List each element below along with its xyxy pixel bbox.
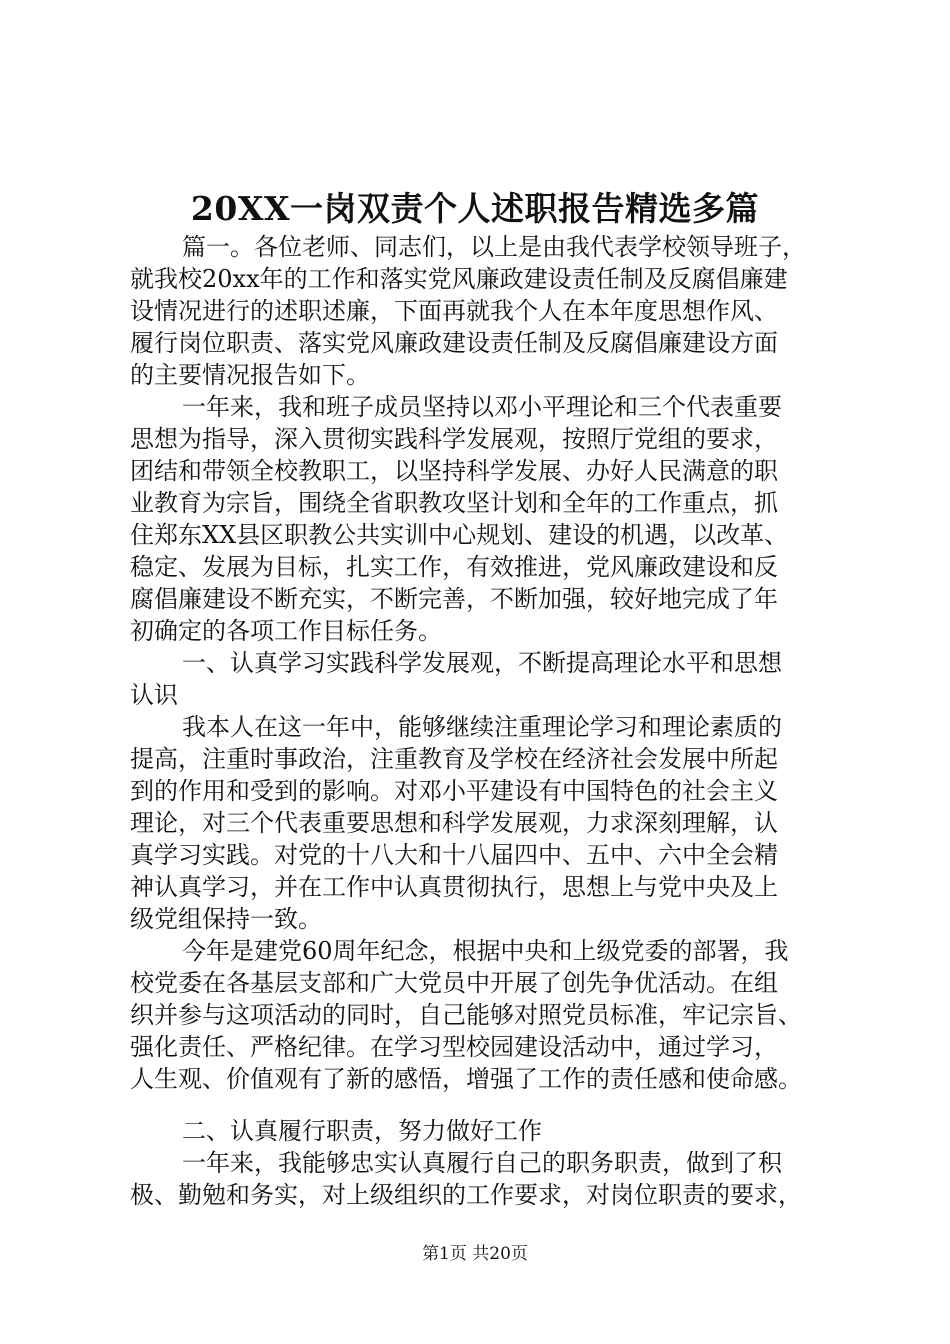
- paragraph-line: 一年来，我能够忠实认真履行自己的职务职责，做到了积: [182, 1149, 782, 1177]
- paragraph-line: 强化责任、严格纪律。在学习型校园建设活动中，通过学习，: [130, 1033, 778, 1061]
- paragraph-line: 篇一。各位老师、同志们，以上是由我代表学校领导班子，: [182, 233, 806, 261]
- paragraph-line: 业教育为宗旨，围绕全省职教攻坚计划和全年的工作重点，抓: [130, 489, 778, 517]
- paragraph-gap: [130, 1095, 850, 1115]
- paragraph-line: 就我校20xx年的工作和落实党风廉政建设责任制及反腐倡廉建: [130, 265, 788, 293]
- paragraph-line: 履行岗位职责、落实党风廉政建设责任制及反腐倡廉建设方面: [130, 329, 778, 357]
- section-heading-line: 一、认真学习实践科学发展观，不断提高理论水平和思想: [182, 649, 782, 677]
- paragraph-line: 思想为指导，深入贯彻实践科学发展观，按照厅党组的要求，: [130, 425, 778, 453]
- paragraph-line: 稳定、发展为目标，扎实工作，有效推进，党风廉政建设和反: [130, 553, 778, 581]
- paragraph-line: 住郑东XX县区职教公共实训中心规划、建设的机遇，以改革、: [130, 521, 789, 549]
- page-footer: 第1页 共20页: [422, 1244, 528, 1264]
- paragraph-line: 级党组保持一致。: [130, 905, 322, 933]
- section-heading-line: 二、认真履行职责，努力做好工作: [182, 1117, 542, 1145]
- paragraph-line: 织并参与这项活动的同时，自己能够对照党员标准，牢记宗旨、: [130, 1001, 802, 1029]
- paragraph-line: 极、勤勉和务实，对上级组织的工作要求，对岗位职责的要求，: [130, 1181, 802, 1209]
- paragraph-line: 到的作用和受到的影响。对邓小平建设有中国特色的社会主义: [130, 777, 778, 805]
- paragraph-line: 理论，对三个代表重要思想和科学发展观，力求深刻理解，认: [130, 809, 778, 837]
- paragraph-line: 真学习实践。对党的十八大和十八届四中、五中、六中全会精: [130, 841, 778, 869]
- section-heading-line: 认识: [130, 681, 178, 709]
- paragraph-line: 一年来，我和班子成员坚持以邓小平理论和三个代表重要: [182, 393, 782, 421]
- paragraph-line: 校党委在各基层支部和广大党员中开展了创先争优活动。在组: [130, 969, 778, 997]
- paragraph-line: 团结和带领全校教职工，以坚持科学发展、办好人民满意的职: [130, 457, 778, 485]
- document-title: 20XX一岗双责个人述职报告精选多篇: [190, 189, 760, 228]
- paragraph-line: 神认真学习，并在工作中认真贯彻执行，思想上与党中央及上: [130, 873, 778, 901]
- paragraph-line: 提高，注重时事政治，注重教育及学校在经济社会发展中所起: [130, 745, 778, 773]
- paragraph-line: 的主要情况报告如下。: [130, 361, 370, 389]
- paragraph-line: 腐倡廉建设不断充实，不断完善，不断加强，较好地完成了年: [130, 585, 778, 613]
- paragraph-line: 今年是建党60周年纪念，根据中央和上级党委的部署，我: [182, 937, 789, 965]
- paragraph-line: 设情况进行的述职述廉，下面再就我个人在本年度思想作风、: [130, 297, 778, 325]
- paragraph-line: 初确定的各项工作目标任务。: [130, 617, 442, 645]
- document-body: [130, 231, 850, 1211]
- paragraph-line: 人生观、价值观有了新的感悟，增强了工作的责任感和使命感。: [130, 1065, 802, 1093]
- paragraph-line: 我本人在这一年中，能够继续注重理论学习和理论素质的: [182, 713, 782, 741]
